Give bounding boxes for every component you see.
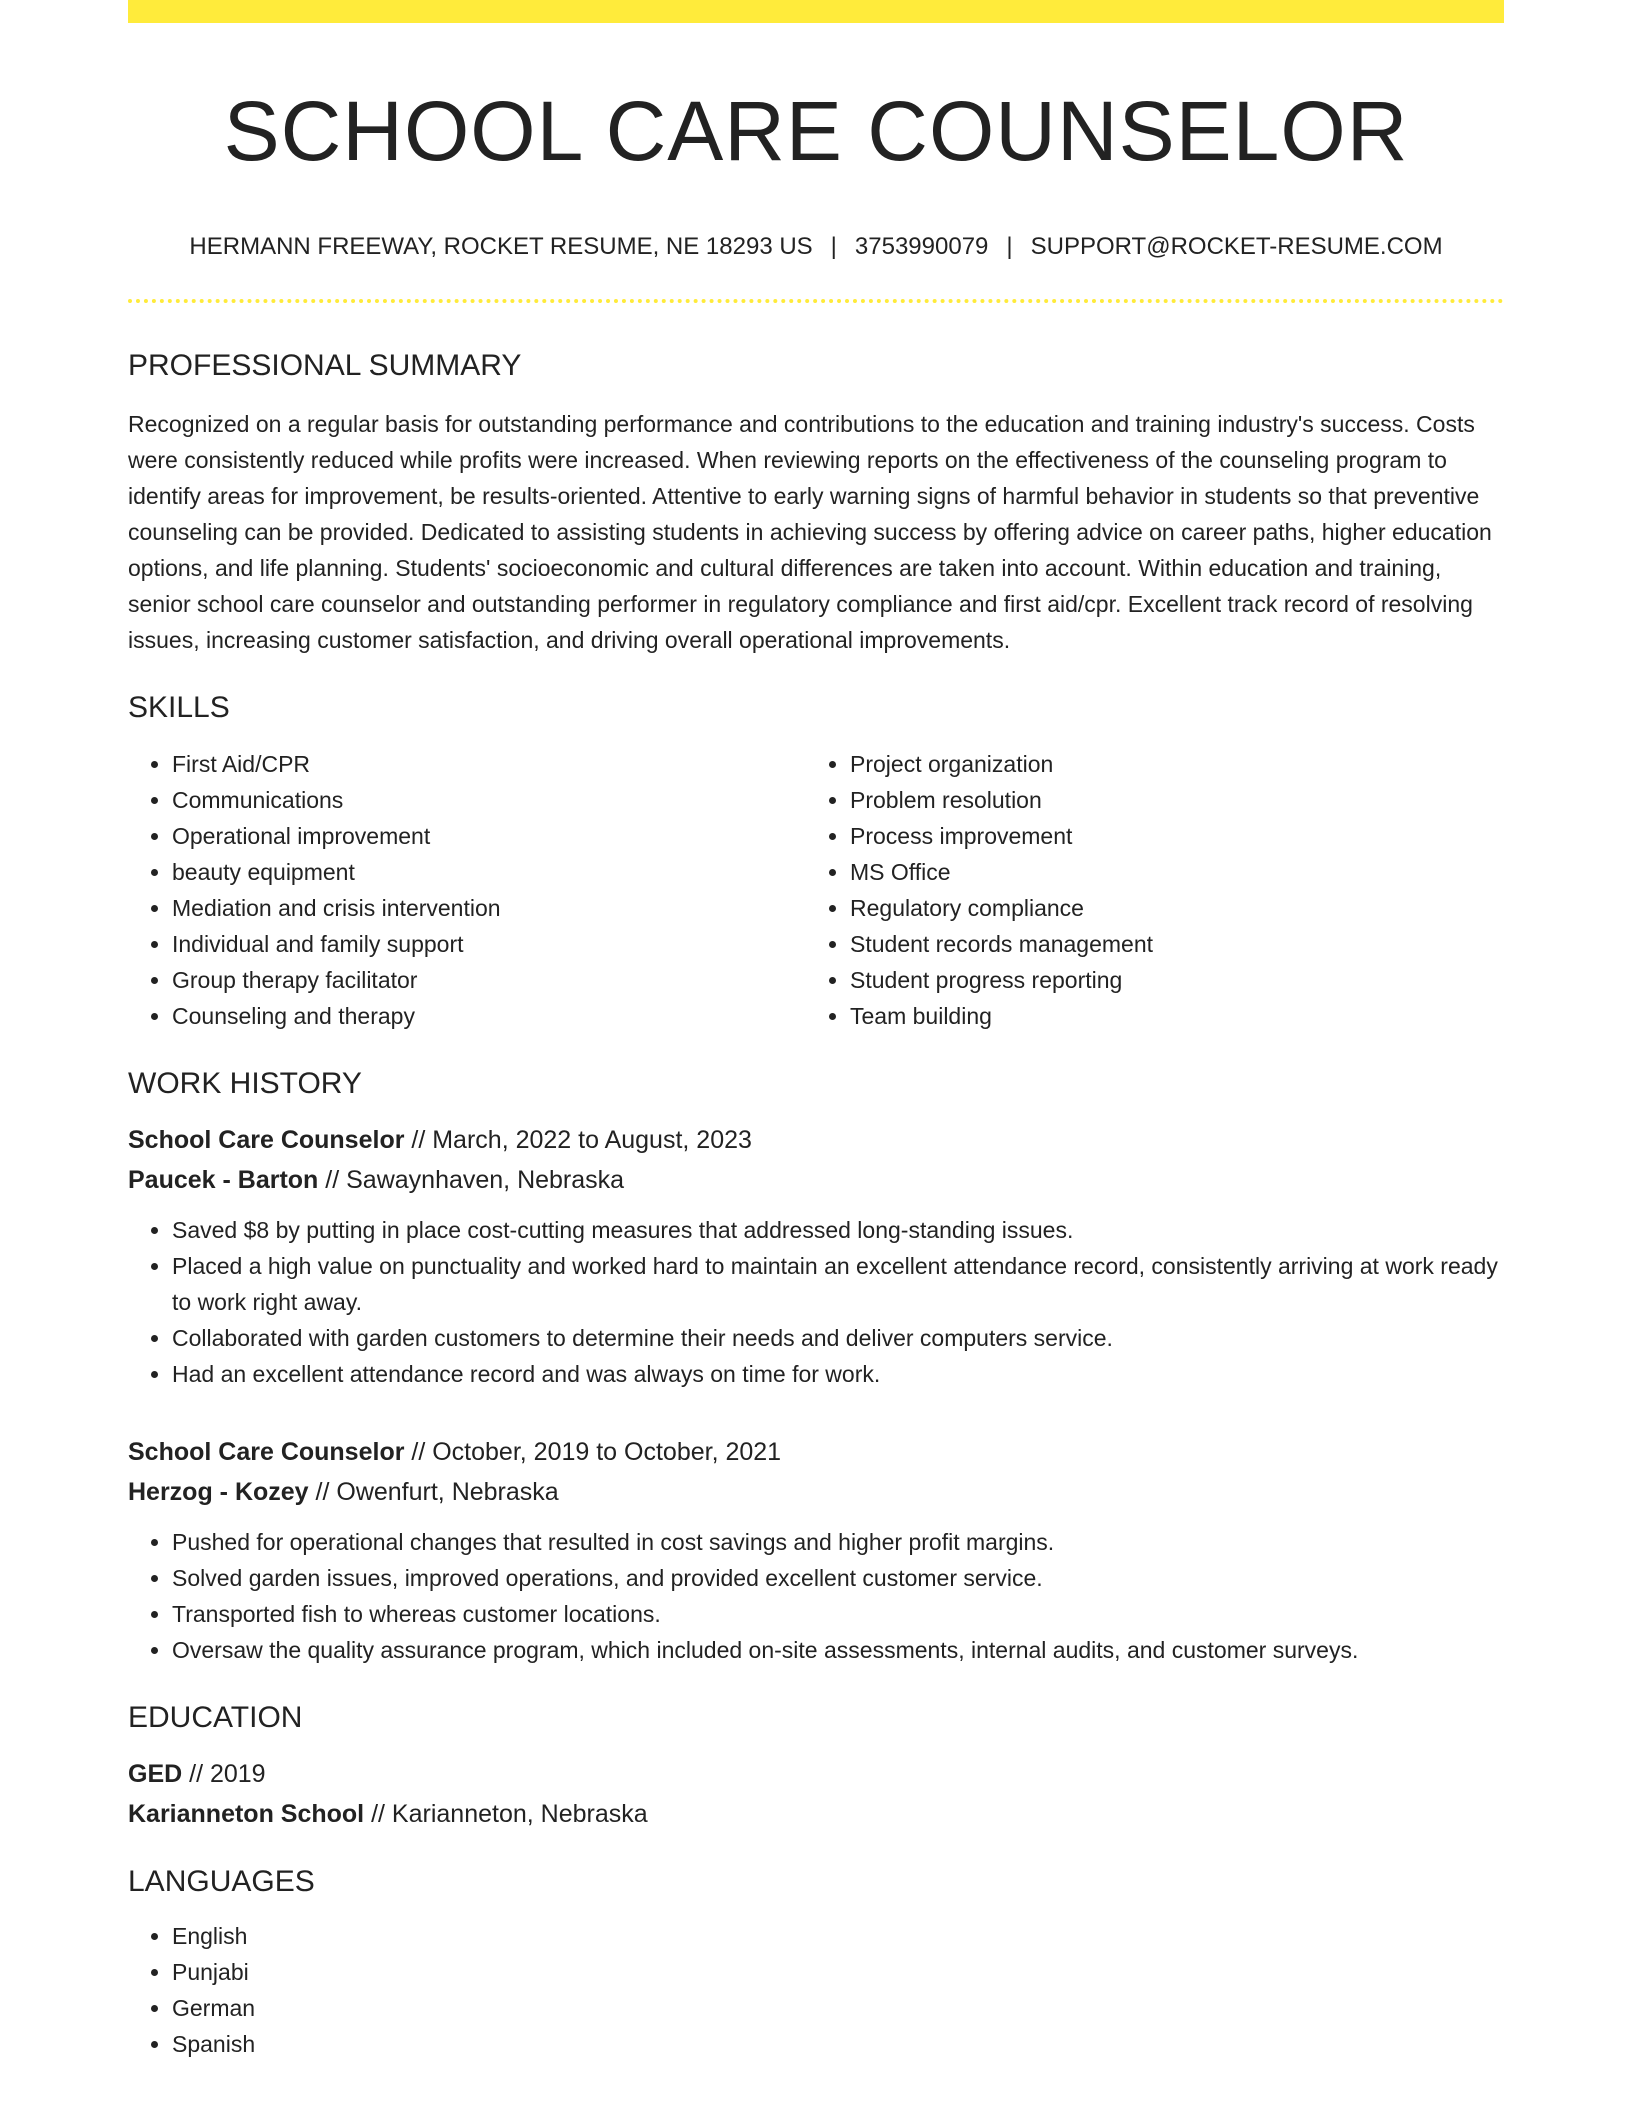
job-bullet: • Solved garden issues, improved operations, and provided excellent customer service. [172,1560,1504,1596]
skill-item: • Communications [172,782,806,818]
contact-email: SUPPORT@ROCKET-RESUME.COM [1030,233,1443,261]
job-bullet: • Had an excellent attendance record and was always on time for work. [172,1356,1504,1392]
education-school: Karianneton School [128,1800,365,1829]
header-divider [128,299,1504,303]
skill-item: • Counseling and therapy [172,998,806,1034]
summary-heading: PROFESSIONAL SUMMARY [128,349,522,383]
skill-item: • Problem resolution [850,782,1484,818]
languages-heading: LANGUAGES [128,1865,315,1899]
education-year: // 2019 [182,1760,266,1789]
education-location: // Karianneton, Nebraska [364,1800,648,1829]
job-entry [128,1120,1504,1392]
summary-text: Recognized on a regular basis for outstanding performance and contributions to the education and training industry's success. Costs were consistently reduced while profits were increased. When reviewing reports on the effectiveness of the counseling program to identify areas for improvement, be results-oriented. Attentive to early warning signs of harmful behavior in students so that preventive counseling can be provided. Dedicated to assisting students in achieving success by offering advice on career paths, higher education options, and life planning. Students' socioeconomic and cultural differences are taken into account. Within education and training, senior school care counselor and outstanding performer in regulatory compliance and first aid/cpr. Excellent track record of resolving issues, increasing customer satisfaction, and driving overall operational improvements. [128,411,1492,654]
job-bullets [128,1524,1504,1668]
job-bullet: • Saved $8 by putting in place cost-cutting measures that addressed long-standing issues. [172,1212,1504,1248]
skill-item: • Individual and family support [172,926,806,962]
contact-separator: | [830,233,837,261]
language-item: • Spanish [172,2026,1504,2062]
job-bullet: • Transported fish to whereas customer locations. [172,1596,1504,1632]
job-company-line [128,1160,1504,1200]
language-item: • German [172,1990,1504,2026]
language-item: • Punjabi [172,1954,1504,1990]
skill-item: • First Aid/CPR [172,746,806,782]
skill-item: • Regulatory compliance [850,890,1484,926]
contact-line [128,233,1504,262]
languages-list [128,1918,1504,2062]
skills-columns [128,746,1504,1034]
skill-item: • Student progress reporting [850,962,1484,998]
job-position: School Care Counselor [128,1126,405,1155]
job-company: Herzog - Kozey [128,1478,309,1507]
job-bullet: • Pushed for operational changes that resulted in cost savings and higher profit margins. [172,1524,1504,1560]
skill-item: • Process improvement [850,818,1484,854]
work-history-heading: WORK HISTORY [128,1067,362,1101]
skills-heading: SKILLS [128,691,230,725]
skill-item: • beauty equipment [172,854,806,890]
education-school-line [128,1794,1504,1834]
job-bullet: • Placed a high value on punctuality and worked hard to maintain an excellent attendance record, consistently arriving at work ready to work right away. [172,1248,1504,1320]
skill-item: • Group therapy facilitator [172,962,806,998]
job-bullets [128,1212,1504,1392]
job-dates: // March, 2022 to August, 2023 [404,1126,752,1155]
contact-address: HERMANN FREEWAY, ROCKET RESUME, NE 18293 US [189,233,813,261]
resume-title: SCHOOL CARE COUNSELOR [223,84,1409,178]
language-item: • English [172,1918,1504,1954]
resume-page [128,0,1504,2062]
job-bullet: • Oversaw the quality assurance program, which included on-site assessments, internal audits, and customer surveys. [172,1632,1504,1668]
skill-item: • Operational improvement [172,818,806,854]
job-bullet: • Collaborated with garden customers to determine their needs and deliver computers service. [172,1320,1504,1356]
skill-item: • Team building [850,998,1484,1034]
skill-item: • Mediation and crisis intervention [172,890,806,926]
education-degree-line [128,1754,1504,1794]
top-accent-bar [128,0,1504,23]
skills-left-list [128,746,806,1034]
job-company: Paucek - Barton [128,1166,319,1195]
skills-right-list [806,746,1484,1034]
job-location: // Sawaynhaven, Nebraska [318,1166,625,1195]
job-title-line [128,1432,1504,1472]
job-dates: // October, 2019 to October, 2021 [404,1438,782,1467]
job-title-line [128,1120,1504,1160]
job-position: School Care Counselor [128,1438,405,1467]
job-company-line [128,1472,1504,1512]
education-degree: GED [128,1760,183,1789]
job-location: // Owenfurt, Nebraska [308,1478,559,1507]
skill-item: • Project organization [850,746,1484,782]
education-heading: EDUCATION [128,1701,303,1735]
skill-item: • MS Office [850,854,1484,890]
skill-item: • Student records management [850,926,1484,962]
job-entry [128,1432,1504,1668]
education-entry [128,1754,1504,1834]
contact-separator: | [1006,233,1013,261]
contact-phone: 3753990079 [854,233,989,261]
